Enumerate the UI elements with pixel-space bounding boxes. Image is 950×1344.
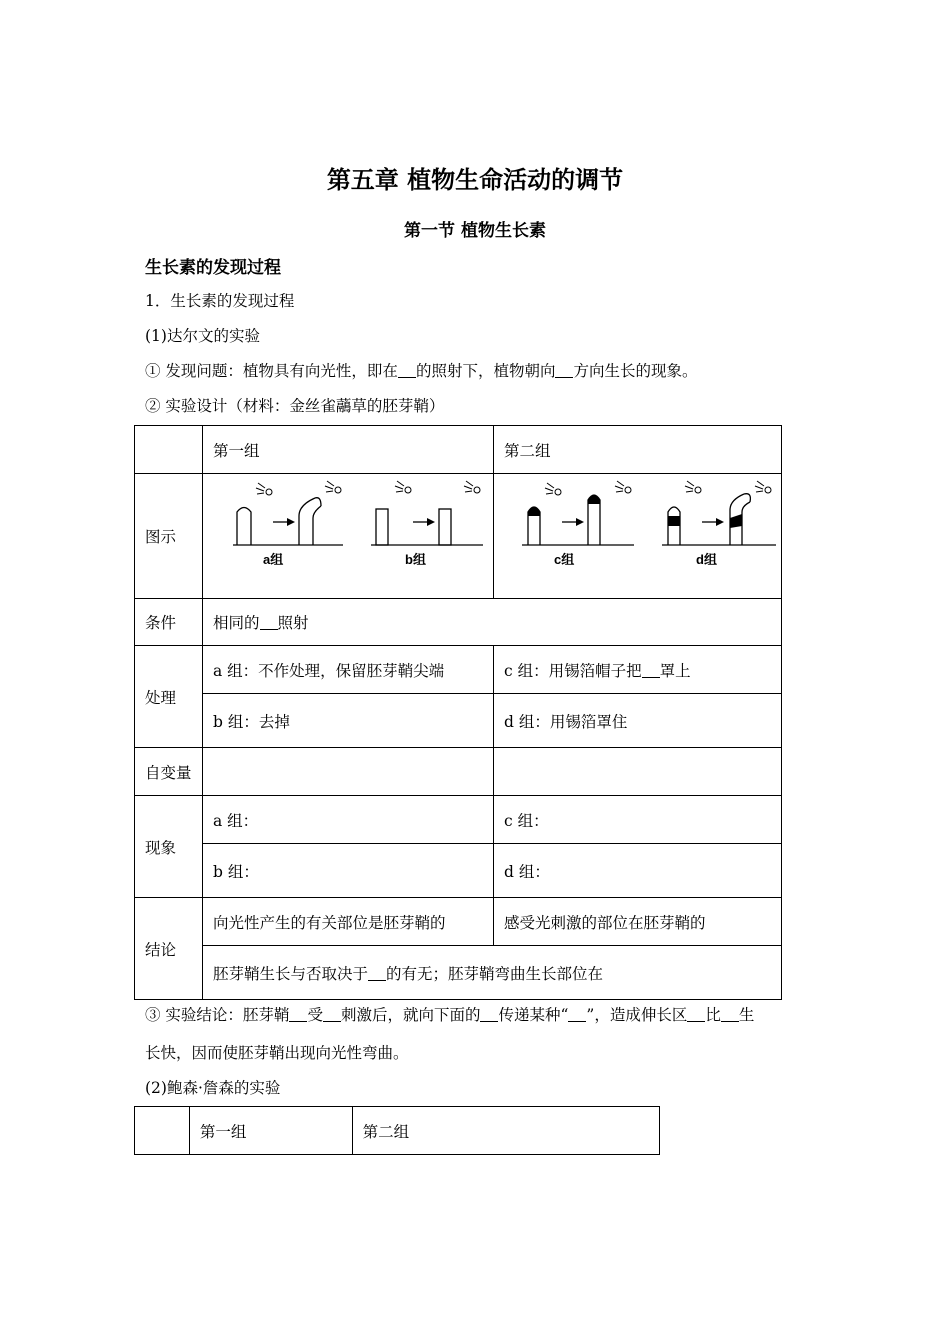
page-title: 第五章 植物生命活动的调节 [326, 165, 624, 194]
figure-group1 [203, 474, 494, 599]
text-segment: ① 发现问题：植物具有向光性，即在 [145, 362, 398, 380]
paragraph-2: (1)达尔文的实验 [145, 327, 260, 345]
arrow-head [576, 518, 584, 526]
text-segment: 的有无；胚芽鞘弯曲生长部位在 [386, 964, 604, 983]
treatment-a: a 组：不作处理，保留胚芽鞘尖端 [203, 646, 494, 694]
figure-cd-diagram [494, 474, 781, 594]
variable-label: 自变量 [135, 748, 203, 796]
phenomenon-d: d 组： [494, 844, 782, 898]
foil-band-shape [668, 516, 680, 526]
paragraph-3 [145, 359, 697, 381]
condition-label: 条件 [135, 599, 203, 646]
foil-cap-shape [528, 507, 540, 516]
group1-header: 第一组 [203, 426, 494, 474]
topic-heading: 生长素的发现过程 [145, 258, 281, 278]
paragraph-4: ② 实验设计（材料：金丝雀虉草的胚芽鞘） [145, 397, 445, 415]
paragraph-1: 1．生长素的发现过程 [145, 292, 295, 310]
text-segment: 罩上 [659, 661, 691, 680]
variable-cell-1 [203, 748, 494, 796]
foil-cap-shape [588, 495, 600, 504]
fill-blank [568, 1006, 586, 1023]
paragraph-7: (2)鲍森·詹森的实验 [145, 1079, 281, 1097]
conclusion-label: 结论 [135, 898, 203, 1000]
text-segment: 传递某种“ [498, 1006, 569, 1024]
condition-cell [203, 599, 782, 646]
section-title: 第一节 植物生长素 [404, 221, 546, 241]
group1-header: 第一组 [189, 1107, 352, 1155]
fig-label-c: c组 [554, 552, 575, 567]
phenomenon-label: 现象 [135, 796, 203, 898]
treatment-b: b 组：去掉 [203, 694, 494, 748]
light-source-icon [256, 481, 480, 495]
arrow-head [427, 518, 435, 526]
fill-blank [323, 1006, 341, 1023]
coleoptile-shape [237, 508, 251, 546]
variable-cell-2 [494, 748, 782, 796]
phenomenon-c: c 组： [494, 796, 782, 844]
fill-blank [260, 614, 278, 631]
fill-blank [398, 362, 416, 379]
table-corner-cell [135, 426, 203, 474]
text-segment: 照射 [277, 614, 309, 632]
group2-header: 第二组 [352, 1107, 659, 1155]
coleoptile-cut-shape [439, 509, 451, 545]
arrow-head [716, 518, 724, 526]
darwin-experiment-table [134, 425, 782, 1000]
conclusion-1: 向光性产生的有关部位是胚芽鞘的 [203, 898, 494, 946]
treatment-d: d 组：用锡箔罩住 [494, 694, 782, 748]
fill-blank [721, 1006, 739, 1023]
figure-ab-diagram [203, 474, 493, 594]
light-source-icon [545, 481, 771, 495]
text-segment: 受 [307, 1006, 323, 1024]
fill-blank [368, 964, 386, 981]
figure-label: 图示 [135, 474, 203, 599]
table-corner-cell [135, 1107, 190, 1155]
conclusion-2: 感受光刺激的部位在胚芽鞘的 [494, 898, 782, 946]
fill-blank [289, 1006, 307, 1023]
text-segment: 方向生长的现象。 [573, 362, 698, 380]
foil-band-shape [730, 514, 742, 528]
fig-label-d: d组 [696, 552, 717, 567]
text-segment: ③ 实验结论：胚芽鞘 [145, 1006, 290, 1024]
phenomenon-b: b 组： [203, 844, 494, 898]
treatment-label: 处理 [135, 646, 203, 748]
fig-label-b: b组 [405, 552, 426, 567]
text-segment: 的照射下，植物朝向 [415, 362, 556, 380]
treatment-c [494, 646, 782, 694]
boysen-jensen-table [134, 1106, 660, 1155]
coleoptile-cut-shape [376, 509, 388, 545]
text-segment: 胚芽鞘生长与否取决于 [213, 964, 369, 983]
phenomenon-a: a 组： [203, 796, 494, 844]
text-segment: c 组：用锡箔帽子把 [504, 661, 642, 680]
fill-blank [555, 362, 573, 379]
fill-blank [480, 1006, 498, 1023]
fill-blank [687, 1006, 705, 1023]
fig-label-a: a组 [263, 552, 284, 567]
text-segment: 比 [705, 1006, 721, 1024]
conclusion-3 [203, 946, 782, 1000]
group2-header: 第二组 [494, 426, 782, 474]
text-segment: ”，造成伸长区 [586, 1006, 688, 1024]
fill-blank [642, 661, 660, 678]
paragraph-5 [145, 1003, 754, 1025]
text-segment: 生 [738, 1006, 755, 1024]
paragraph-6: 长快，因而使胚芽鞘出现向光性弯曲。 [145, 1044, 409, 1062]
figure-group2 [494, 474, 782, 599]
arrow-head [287, 518, 295, 526]
text-segment: 刺激后，就向下面的 [340, 1006, 481, 1024]
text-segment: 相同的 [213, 614, 260, 632]
